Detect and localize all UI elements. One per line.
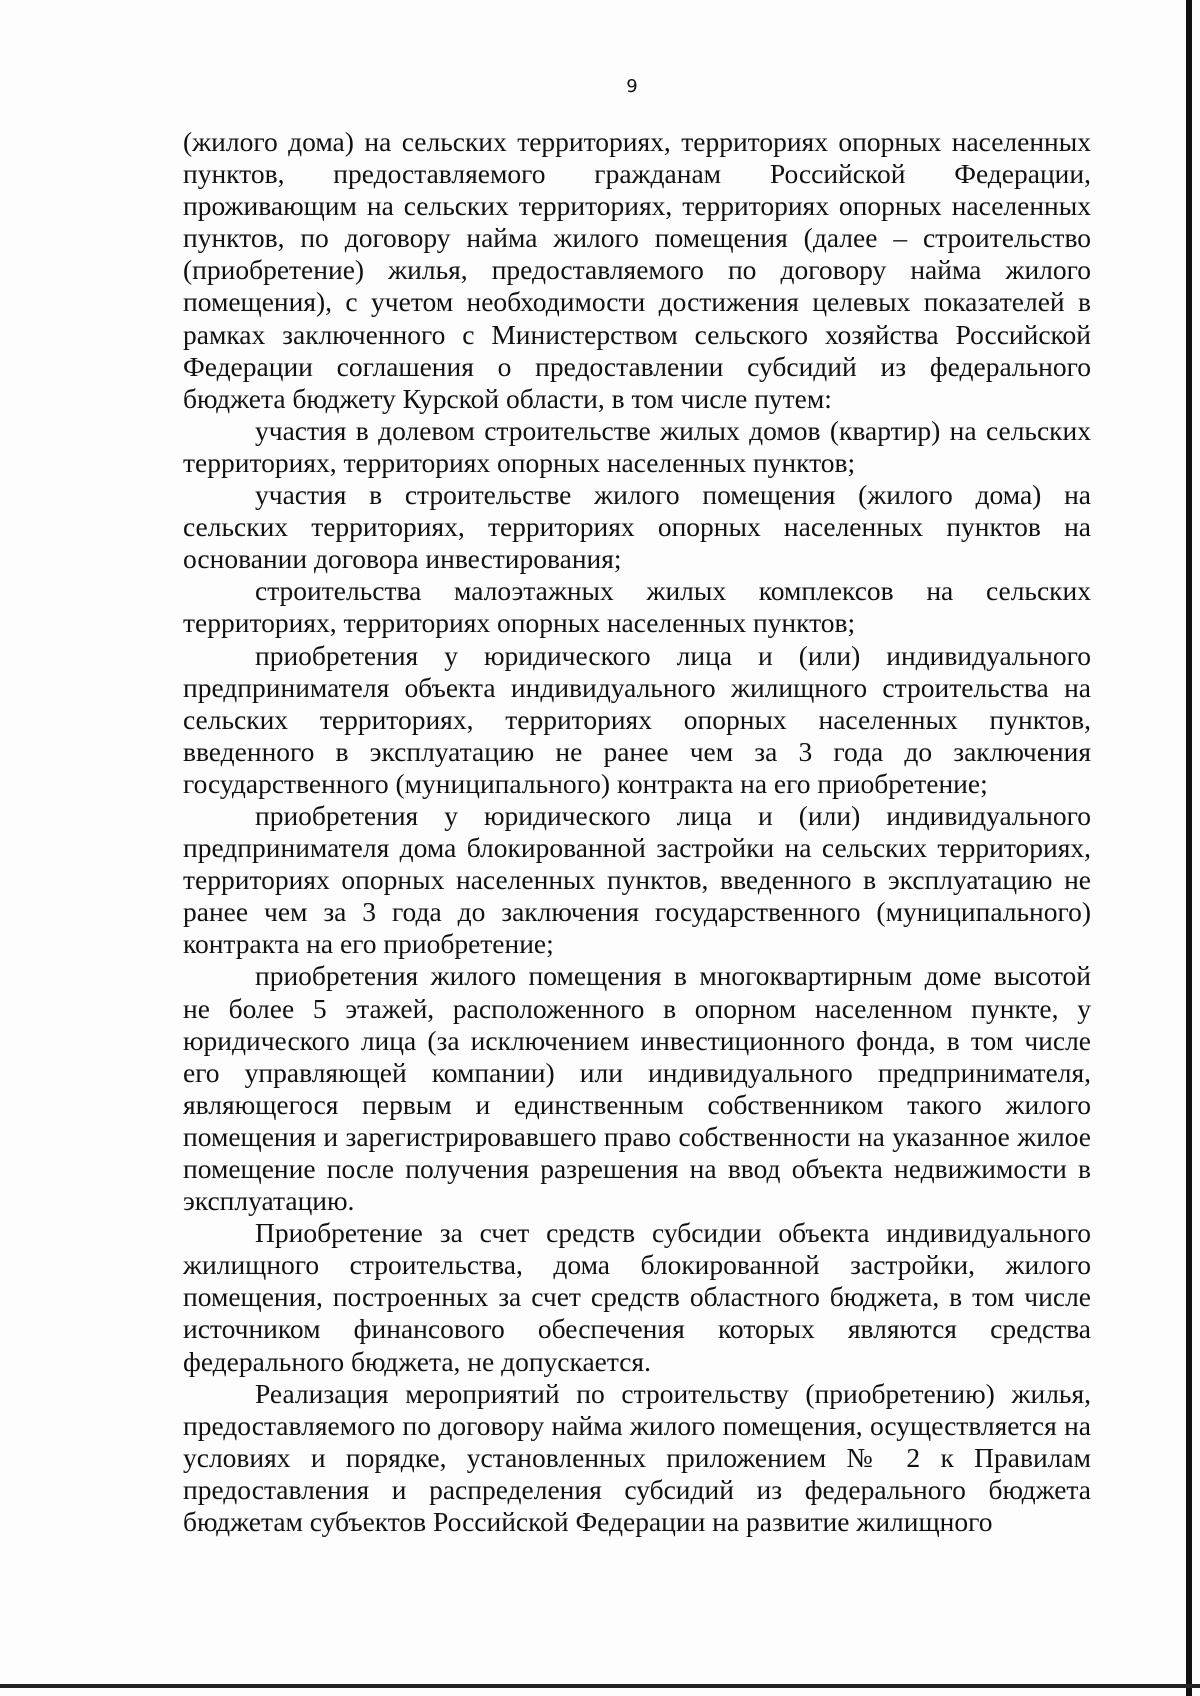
list-item-individual-housing: приобретения у юридического лица и (или) индивидуального предпринимателя объекта индивидуального жилищного строительства на сельских территориях, территориях опорных населенных пунктов, введенного в эксплуатацию не ранее чем за 3 года до заключения государственного (муниципального) контракта на его приобретение; — [183, 639, 1091, 799]
list-item-investment-construction: участия в строительстве жилого помещения (жилого дома) на сельских территориях, территориях опорных населенных пунктов на основании договора инвестирования; — [183, 479, 1091, 575]
paragraph-implementation: Реализация мероприятий по строительству (приобретению) жилья, предоставляемого по договору найма жилого помещения, осуществляется на условиях и порядке, установленных приложением № 2 к Правилам предоставления и распределения субсидий из федерального бюджета бюджетам субъектов Российской Федерации на развитие жилищного — [183, 1377, 1091, 1538]
paragraph-restriction: Приобретение за счет средств субсидии объекта индивидуального жилищного строительства, дома блокированной застройки, жилого помещения, построенных за счет средств областного бюджета, в том числе источником финансового обеспечения которых являются средства федерального бюджета, не допускается. — [183, 1217, 1091, 1377]
document-body — [183, 126, 1091, 1538]
list-item-low-rise-complexes: строительства малоэтажных жилых комплексов на сельских территориях, территориях опорных населенных пунктов; — [183, 575, 1091, 639]
scan-edge-right — [1186, 0, 1192, 1696]
page-number: 9 — [626, 76, 638, 97]
scan-edge-bottom — [0, 1684, 1200, 1688]
list-item-shared-construction: участия в долевом строительстве жилых домов (квартир) на сельских территориях, территориях опорных населенных пунктов; — [183, 414, 1091, 478]
paragraph-continued: (жилого дома) на сельских территориях, территориях опорных населенных пунктов, предоставляемого гражданам Российской Федерации, проживающим на сельских территориях, территориях опорных населенных пунктов, по договору найма жилого помещения (далее – строительство (приобретение) жилья, предоставляемого по договору найма жилого помещения), с учетом необходимости достижения целевых показателей в рамках заключенного с Министерством сельского хозяйства Российской Федерации соглашения о предоставлении субсидий из федерального бюджета бюджету Курской области, в том числе путем: — [183, 126, 1091, 414]
list-item-blocked-house: приобретения у юридического лица и (или) индивидуального предпринимателя дома блокированной застройки на сельских территориях, территориях опорных населенных пунктов, введенного в эксплуатацию не ранее чем за 3 года до заключения государственного (муниципального) контракта на его приобретение; — [183, 799, 1091, 960]
list-item-apartment: приобретения жилого помещения в многоквартирным доме высотой не более 5 этажей, расположенного в опорном населенном пункте, у юридического лица (за исключением инвестиционного фонда, в том числе его управляющей компании) или индивидуального предпринимателя, являющегося первым и единственным собственником такого жилого помещения и зарегистрировавшего право собственности на указанное жилое помещение после получения разрешения на ввод объекта недвижимости в эксплуатацию. — [183, 960, 1091, 1217]
